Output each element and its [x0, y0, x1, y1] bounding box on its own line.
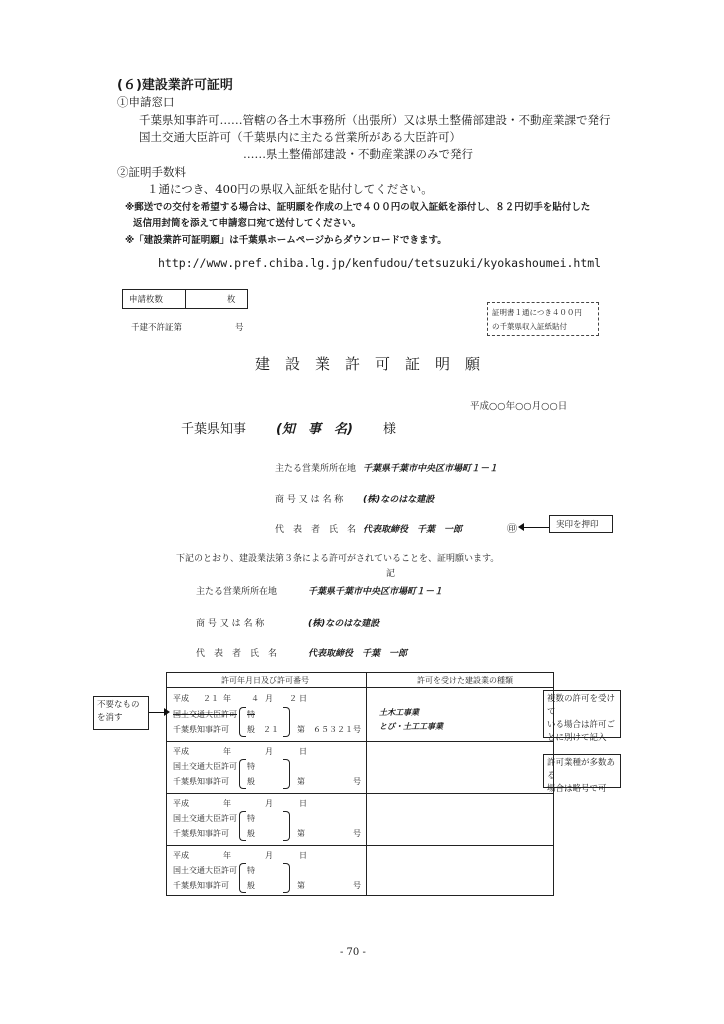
- record-address-value: 千葉県千葉市中央区市場町１－１: [308, 587, 444, 597]
- seal-arrow-line: [523, 527, 549, 528]
- strike-note-line-2: を消す: [97, 713, 123, 723]
- strike-note-line-1: 不要なもの: [97, 700, 140, 710]
- cert-number-label: 千建不許証第: [131, 323, 183, 333]
- form-title: 建 設 業 許 可 証 明 願: [255, 355, 481, 373]
- header-right: 許可を受けた建設業の種類: [417, 676, 513, 685]
- mail-note-1: ※郵送での交付を希望する場合は、証明願を作成の上で４００円の収入証紙を添付し、８２円切手を貼付した: [125, 202, 591, 213]
- seal-note: 実印を押印: [556, 520, 599, 530]
- record-rep-value: 代表取締役 千葉 一郎: [308, 649, 408, 659]
- ki-mark: 記: [386, 569, 396, 579]
- form-date: 平成○○年○○月○○日: [470, 401, 568, 412]
- record-name-value: (株)なのはな建設: [308, 619, 380, 629]
- row-year-label: 年: [223, 694, 231, 703]
- abbreviation-note: [543, 754, 621, 794]
- strike-note-arrow-head: [164, 708, 170, 716]
- table-header-line: [167, 687, 553, 688]
- row-day-label: 日: [299, 747, 307, 756]
- bracket-left: [239, 707, 246, 737]
- record-name-label: 商 号 又 は 名 称: [196, 619, 265, 629]
- row-governor: 千葉県知事許可: [173, 777, 229, 786]
- row-number: ６５３２１: [313, 725, 353, 734]
- row-era: 平成: [173, 799, 189, 808]
- count-unit: 枚: [227, 295, 236, 305]
- record-rep-label: 代 表 者 氏 名: [196, 649, 278, 659]
- seal-mark: ㊞: [507, 524, 517, 535]
- row-month-label: 月: [265, 851, 273, 860]
- row-minister: 国土交通大臣許可: [173, 710, 237, 719]
- applicant-rep-label: 代 表 者 氏 名: [275, 525, 357, 535]
- stamp-area-line-1: 証明書１通につき４００円: [492, 308, 582, 317]
- honorific: 様: [383, 422, 397, 437]
- row-line: [167, 793, 553, 794]
- row-era: 平成: [173, 694, 189, 703]
- row-era: 平成: [173, 747, 189, 756]
- row-month-label: 月: [265, 747, 273, 756]
- row-governor: 千葉県知事許可: [173, 881, 229, 890]
- row-governor: 千葉県知事許可: [173, 829, 229, 838]
- row-general: 般: [247, 829, 255, 838]
- applicant-rep-value: 代表取締役 千葉 一郎: [363, 525, 463, 535]
- row-year: ２１: [203, 694, 219, 703]
- row-day-label: 日: [299, 799, 307, 808]
- abbreviation-line-2: 場合は略号で可: [547, 784, 607, 794]
- item-application-window: ①申請窓口: [117, 95, 175, 109]
- bracket-left: [239, 811, 246, 841]
- row-go: 号: [353, 829, 361, 838]
- governor-name: (知 事 名): [276, 422, 353, 437]
- revenue-stamp-area: [487, 302, 599, 336]
- abbreviation-line-1: 許可業種が多数ある: [547, 758, 616, 781]
- row-governor: 千葉県知事許可: [173, 725, 229, 734]
- row-dai: 第: [297, 777, 305, 786]
- addressee: 千葉県知事: [181, 422, 247, 437]
- header-left: 許可年月日及び許可番号: [221, 676, 309, 685]
- applicant-name-value: (株)なのはな建設: [363, 495, 435, 505]
- row-minister: 国土交通大臣許可: [173, 762, 237, 771]
- count-label: 申請枚数: [129, 295, 164, 305]
- row-day: ２: [289, 694, 297, 703]
- row-month: ４: [251, 694, 259, 703]
- row-type: とび・土工工事業: [379, 722, 443, 731]
- record-address-label: 主たる営業所所在地: [196, 587, 278, 597]
- seal-note-box: [549, 515, 613, 533]
- multiple-permits-line-2: いる場合は許可ご: [547, 720, 616, 730]
- row-general: 般: [247, 725, 255, 734]
- row-special: 特: [247, 866, 255, 875]
- minister-permit-line: 国土交通大臣許可（千葉県内に主たる営業所がある大臣許可）: [139, 130, 461, 144]
- row-minister: 国土交通大臣許可: [173, 866, 237, 875]
- application-count-box: [122, 289, 248, 309]
- bracket-right: [283, 759, 290, 789]
- table-divider: [366, 673, 367, 895]
- download-url[interactable]: http://www.pref.chiba.lg.jp/kenfudou/tetsuzuki/kyokashoumei.html: [158, 256, 602, 270]
- row-general: 般: [247, 881, 255, 890]
- multiple-permits-line-1: 複数の許可を受けて: [547, 694, 616, 717]
- bracket-right: [283, 707, 290, 737]
- row-day-label: 日: [299, 851, 307, 860]
- row-dai: 第: [297, 725, 305, 734]
- row-general-number: ２１: [263, 725, 279, 734]
- cert-number-unit: 号: [235, 323, 244, 333]
- row-month-label: 月: [265, 799, 273, 808]
- multiple-permits-line-3: とに別けて記入: [547, 733, 607, 743]
- download-note: ※「建設業許可証明願」は千葉県ホームページからダウンロードできます。: [125, 235, 447, 246]
- bracket-right: [283, 811, 290, 841]
- row-month-label: 月: [265, 694, 273, 703]
- applicant-address-label: 主たる営業所所在地: [275, 464, 357, 474]
- row-go: 号: [353, 881, 361, 890]
- permit-table: [166, 672, 554, 896]
- row-era: 平成: [173, 851, 189, 860]
- applicant-address-value: 千葉県千葉市中央区市場町１－１: [363, 464, 499, 474]
- row-type: 土木工事業: [379, 708, 419, 717]
- row-year-label: 年: [223, 851, 231, 860]
- item-fee: ②証明手数料: [117, 165, 186, 179]
- strike-note-box: [93, 696, 149, 730]
- row-dai: 第: [297, 829, 305, 838]
- row-go: 号: [353, 777, 361, 786]
- bracket-right: [283, 863, 290, 893]
- bracket-left: [239, 759, 246, 789]
- row-day-label: 日: [299, 694, 307, 703]
- mail-note-2: 返信用封筒を添えて申請窓口宛て送付してください。: [133, 218, 362, 229]
- row-line: [167, 845, 553, 846]
- stamp-area-line-2: の千葉県収入証紙貼付: [492, 322, 567, 331]
- row-general: 般: [247, 777, 255, 786]
- section-title: (６)建設業許可証明: [117, 78, 233, 93]
- row-line: [167, 741, 553, 742]
- statement: 下記のとおり、建設業法第３条による許可がされていることを、証明願います。: [176, 554, 500, 564]
- minister-permit-line-2: ‥‥‥県土整備部建設・不動産業課のみで発行: [243, 147, 474, 161]
- page-number: - 70 -: [340, 947, 366, 958]
- multiple-permits-note: [543, 690, 621, 743]
- row-minister: 国土交通大臣許可: [173, 814, 237, 823]
- fee-line: １通につき、400円の県収入証紙を貼付してください。: [147, 182, 433, 196]
- governor-permit-line: 千葉県知事許可‥‥‥管轄の各土木事務所（出張所）又は県土整備部建設・不動産業課で発行: [139, 113, 611, 127]
- row-dai: 第: [297, 881, 305, 890]
- row-year-label: 年: [223, 747, 231, 756]
- row-special: 特: [247, 710, 255, 719]
- row-special: 特: [247, 814, 255, 823]
- row-year-label: 年: [223, 799, 231, 808]
- row-go: 号: [353, 725, 361, 734]
- row-special: 特: [247, 762, 255, 771]
- bracket-left: [239, 863, 246, 893]
- seal-arrow-head: [518, 523, 524, 531]
- applicant-name-label: 商 号 又 は 名 称: [275, 495, 344, 505]
